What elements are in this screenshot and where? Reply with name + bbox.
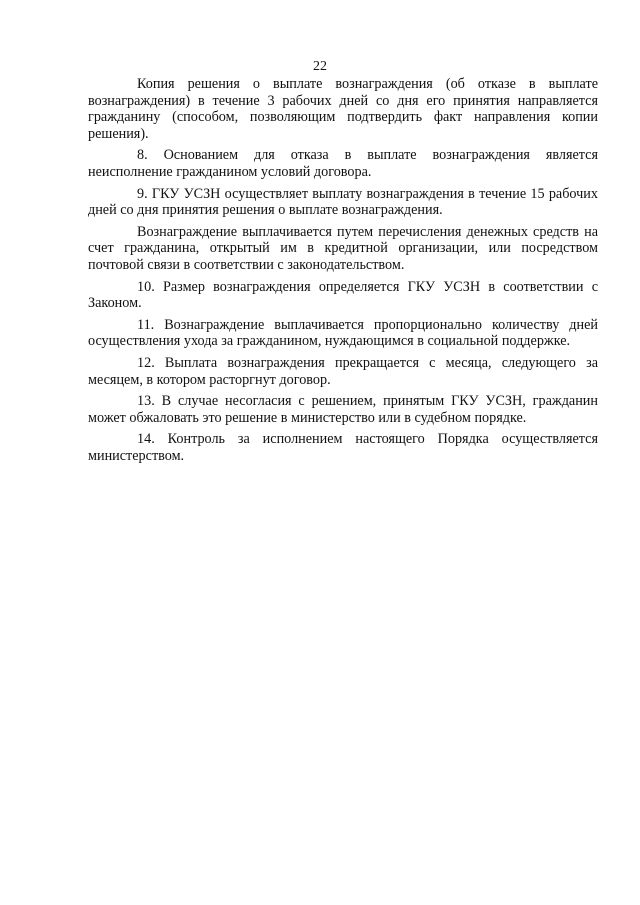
paragraph-payment-method: Вознаграждение выплачивается путем перечисления денежных средств на счет гражданина, открытый им в кредитной организации, или посредством почтовой связи в соответствии с законодательством. — [88, 223, 598, 273]
paragraph-item-8: 8. Основанием для отказа в выплате вознаграждения является неисполнение гражданином условий договора. — [88, 147, 598, 180]
paragraph-item-10: 10. Размер вознаграждения определяется ГКУ УСЗН в соответствии с Законом. — [88, 278, 598, 312]
paragraph-item-14: 14. Контроль за исполнением настоящего Порядка осуществляется министерством. — [88, 431, 598, 464]
paragraph-item-12: 12. Выплата вознаграждения прекращается с месяца, следующего за месяцем, в котором расторгнут договор. — [88, 354, 598, 388]
paragraph-item-11: 11. Вознаграждение выплачивается пропорционально количеству дней осуществления ухода за гражданином, нуждающимся в социальной поддержке. — [88, 316, 598, 350]
page-number: 22 — [313, 59, 327, 74]
paragraph-item-9: 9. ГКУ УСЗН осуществляет выплату вознаграждения в течение 15 рабочих дней со дня принятия решения о выплате вознаграждения. — [88, 185, 598, 219]
paragraph-decision-copy: Копия решения о выплате вознаграждения (об отказе в выплате вознаграждения) в течение 3 рабочих дней со дня его принятия направляется гражданину (способом, позволяющим подтвердить факт направления копии решения). — [88, 76, 598, 142]
document-body — [88, 76, 598, 469]
paragraph-item-13: 13. В случае несогласия с решением, принятым ГКУ УСЗН, гражданин может обжаловать это решение в министерство или в судебном порядке. — [88, 393, 598, 426]
